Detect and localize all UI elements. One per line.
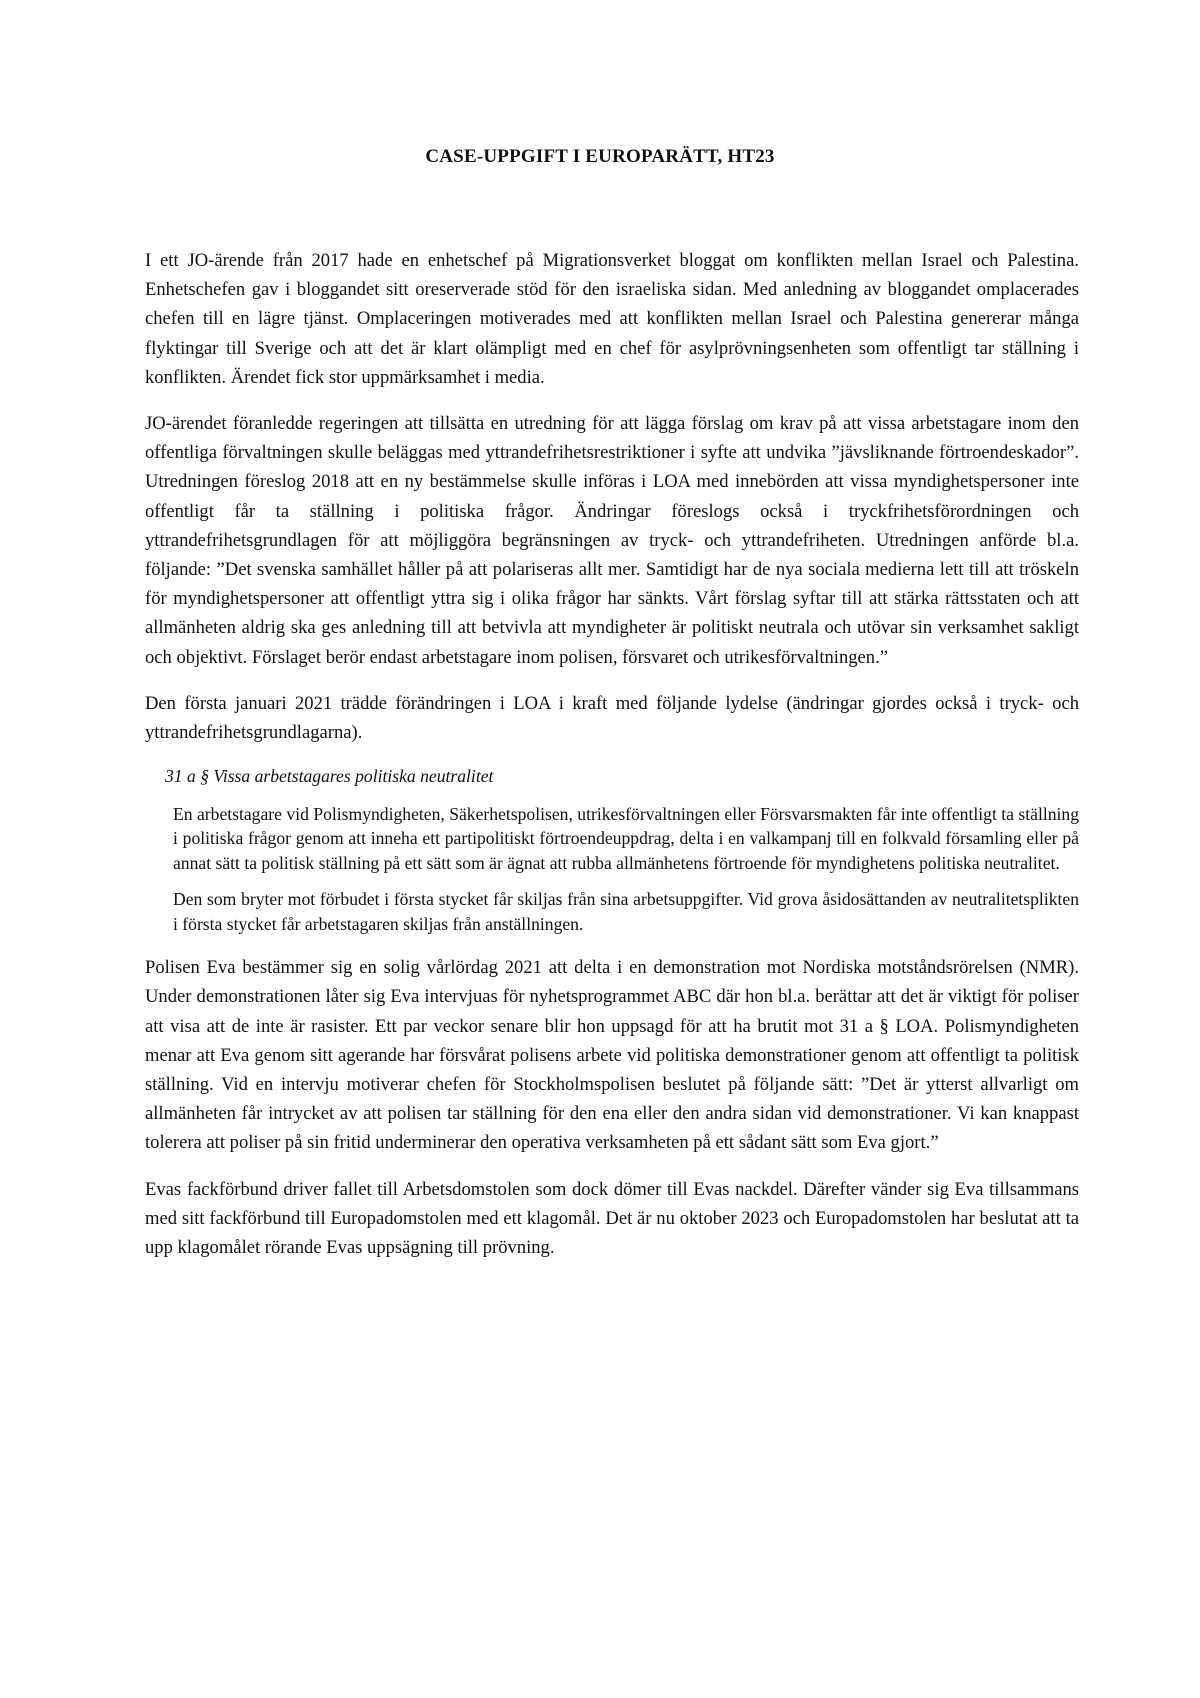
statute-heading: 31 a § Vissa arbetstagares politiska neutralitet [165, 766, 494, 787]
paragraph-amendment: Den första januari 2021 trädde förändringen i LOA i kraft med följande lydelse (ändringar gjordes också i tryck- och yttrandefrihetsgrundlagarna). [145, 692, 1079, 744]
document-body [145, 246, 1079, 1279]
statute-quote [145, 764, 1079, 936]
page-title: CASE-UPPGIFT I EUROPARÄTT, HT23 [425, 146, 775, 167]
paragraph-jo-case: I ett JO-ärende från 2017 hade en enhetschef på Migrationsverket bloggat om konflikten mellan Israel och Palestina. Enhetschefen gav i bloggandet sitt oreserverade stöd för den israeliska sidan. Med anledning av bloggandet omplacerades chefen till en lägre tjänst. Omplaceringen motiverades med att konflikten mellan Israel och Palestina genererar många flyktingar till Sverige och att det är klart olämpligt med en chef för asylprövningsenheten som offentligt tar ställning i konflikten. Ärendet fick stor uppmärksamhet i media. [145, 250, 1079, 388]
statute-paragraph-2: Den som bryter mot förbudet i första stycket får skiljas från sina arbetsuppgifter. Vid grova åsidosättanden av neutralitetsplikten i första stycket får arbetstagaren skiljas från anställningen. [173, 889, 1079, 934]
paragraph-eva-case: Polisen Eva bestämmer sig en solig vårlördag 2021 att delta i en demonstration mot Nordiska motståndsrörelsen (NMR). Under demonstrationen låter sig Eva intervjuas för nyhetsprogrammet ABC där hon bl.a. berättar att det är viktigt för poliser att visa att de inte är rasister. Ett par veckor senare blir hon uppsagd för att ha brutit mot 31 a § LOA. Polismyndigheten menar att Eva genom sitt agerande har försvårat polisens arbete vid politiska demonstrationer genom att offentligt ta politisk ställning. Vid en intervju motiverar chefen för Stockholmspolisen beslutet på följande sätt: ”Det är ytterst allvarligt om allmänheten får intrycket av att polisen tar ställning för den ena eller den andra sidan vid demonstrationer. Vi kan knappast tolerera att poliser på sin fritid underminerar den operativa verksamheten på ett sådant sätt som Eva gjort.” [145, 957, 1079, 1154]
paragraph-court-proceedings: Evas fackförbund driver fallet till Arbetsdomstolen som dock dömer till Evas nackdel. Därefter vänder sig Eva tillsammans med sitt fackförbund till Europadomstolen med ett klagomål. Det är nu oktober 2023 och Europadomstolen har beslutat att ta upp klagomålet rörande Evas uppsägning till prövning. [145, 1178, 1079, 1259]
statute-paragraph-1: En arbetstagare vid Polismyndigheten, Säkerhetspolisen, utrikesförvaltningen eller Försvarsmakten får inte offentligt ta ställning i politiska frågor genom att inneha ett partipolitiskt förtroendeuppdrag, delta i en valkampanj till en folkvald församling eller på annat sätt ta politisk ställning på ett sätt som är ägnat att rubba allmänhetens förtroende för myndighetens politiska neutralitet. [173, 803, 1079, 873]
paragraph-inquiry: JO-ärendet föranledde regeringen att tillsätta en utredning för att lägga förslag om krav på att vissa arbetstagare inom den offentliga förvaltningen skulle beläggas med yttrandefrihetsrestriktioner i syfte att undvika ”jävsliknande förtroendeskador”. Utredningen föreslog 2018 att en ny bestämmelse skulle införas i LOA med innebörden att vissa myndighetspersoner inte offentligt får ta ställning i politiska frågor. Ändringar föreslogs också i tryckfrihetsförordningen och yttrandefrihetsgrundlagen för att möjliggöra begränsningen av tryck- och yttrandefriheten. Utredningen anförde bl.a. följande: ”Det svenska samhället håller på att polariseras allt mer. Samtidigt har de nya sociala medierna lett till att tröskeln för myndighetspersoner att offentligt yttra sig i olika frågor har sänkts. Vårt förslag syftar till att stärka rättsstaten och att allmänheten aldrig ska ges anledning till att betvivla att myndigheter är politiskt neutrala och utövar sin verksamhet sakligt och objektivt. Förslaget berör endast arbetstagare inom polisen, försvaret och utrikesförvaltningen.” [145, 413, 1079, 668]
